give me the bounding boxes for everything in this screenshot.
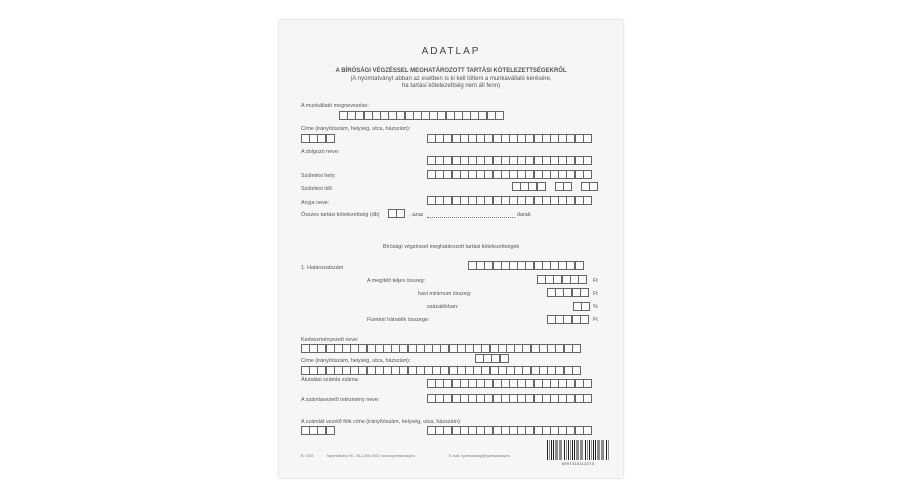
label-employer-name: A munkáltató megnevezése: — [301, 103, 369, 109]
label-total-ie: , azaz — [409, 212, 424, 218]
char-box[interactable] — [583, 379, 592, 388]
label-total-amount: A megítélt teljes összeg: — [367, 278, 426, 284]
mother-name-boxes[interactable] — [427, 196, 591, 205]
barcode-icon — [547, 440, 609, 460]
total-in-words-line[interactable] — [427, 217, 515, 218]
char-box[interactable] — [326, 426, 335, 435]
char-box[interactable] — [578, 275, 587, 284]
unit-percent: % — [593, 304, 598, 310]
label-beneficiary-address: Címe (irányítószám, helység, utca, házszám): — [301, 358, 411, 364]
char-box[interactable] — [583, 156, 592, 165]
label-branch-address: A számlát vezető fiók címe (irányítószám, helység, utca, házszám): — [301, 419, 462, 425]
char-box[interactable] — [572, 366, 581, 375]
arrears-boxes[interactable] — [547, 315, 588, 324]
branch-zip-boxes[interactable] — [301, 426, 334, 435]
birth-day-boxes[interactable] — [581, 182, 597, 191]
total-obligations-boxes[interactable] — [388, 209, 404, 218]
branch-address-boxes[interactable] — [427, 426, 591, 435]
birth-month-boxes[interactable] — [555, 182, 571, 191]
form-note-line-1: (A nyomtatványt abban az esetben is ki kell tölteni a munkavállaló kérésére, — [350, 76, 552, 82]
label-resolution-number: 1. Határozatszám — [301, 265, 344, 271]
beneficiary-address-boxes[interactable] — [301, 366, 580, 375]
birth-year-boxes[interactable] — [512, 182, 545, 191]
char-box[interactable] — [495, 111, 504, 120]
percentage-boxes[interactable] — [573, 302, 589, 311]
label-mother-name: Anyja neve: — [301, 200, 330, 206]
form-subtitle: A BÍRÓSÁGI VÉGZÉSSEL MEGHATÁROZOTT TARTÁSI KÖTELEZETTSÉGEKRŐL — [335, 68, 567, 74]
employee-name-boxes[interactable] — [427, 156, 591, 165]
label-monthly-minimum: havi minimum összeg: — [418, 291, 472, 297]
char-box[interactable] — [572, 344, 581, 353]
char-box[interactable] — [563, 182, 572, 191]
barcode-number: 5997315112074 — [561, 461, 595, 466]
label-total-db: darab — [517, 212, 531, 218]
label-beneficiary-name: Kedvezményezett neve: — [301, 337, 359, 343]
form-sheet — [279, 20, 623, 478]
label-arrears: Fizetési hátralék összege: — [367, 317, 430, 323]
footer-contact: Nyomtatvány 90., 36-1-000-0000, www.nyomtatvany.hu — [327, 454, 416, 458]
label-total-obligations: Összes tartási kötelezettség (db) — [301, 212, 380, 218]
section-title: Bírósági végzéssel meghatározott tartási kötelezettségek — [382, 244, 520, 250]
label-transfer-account: Átutalási számla száma: — [301, 377, 360, 383]
char-box[interactable] — [583, 196, 592, 205]
char-box[interactable] — [326, 134, 335, 143]
transfer-account-boxes[interactable] — [427, 379, 591, 388]
form-note-line-2: ha tartási kötelezettség nem áll fenn) — [401, 83, 501, 89]
monthly-minimum-boxes[interactable] — [547, 288, 588, 297]
footer-email: E-mail: nyomtatvany@nyomtatvany.hu — [449, 454, 511, 458]
char-box[interactable] — [580, 288, 589, 297]
total-amount-boxes[interactable] — [537, 275, 586, 284]
address-boxes[interactable] — [427, 134, 591, 143]
beneficiary-name-boxes[interactable] — [301, 344, 580, 353]
char-box[interactable] — [396, 209, 405, 218]
unit-ft-2: Ft — [593, 291, 598, 297]
char-box[interactable] — [583, 426, 592, 435]
zip-code-boxes[interactable] — [301, 134, 334, 143]
char-box[interactable] — [583, 134, 592, 143]
beneficiary-zip-boxes[interactable] — [475, 354, 508, 363]
unit-ft-1: Ft — [593, 278, 598, 284]
footer-publisher: B. 0155 — [301, 454, 314, 458]
char-box[interactable] — [575, 261, 584, 270]
birth-place-boxes[interactable] — [427, 170, 591, 179]
label-employee-name: A dolgozó neve: — [301, 149, 340, 155]
resolution-number-boxes[interactable] — [468, 261, 583, 270]
char-box[interactable] — [537, 182, 546, 191]
char-box[interactable] — [583, 170, 592, 179]
account-institution-boxes[interactable] — [427, 394, 591, 403]
label-percentage: százalékban: — [427, 304, 459, 310]
char-box[interactable] — [500, 354, 509, 363]
label-birth-place: Születési hely: — [301, 173, 336, 179]
form-title: ADATLAP — [421, 46, 481, 57]
char-box[interactable] — [580, 315, 589, 324]
employer-name-boxes[interactable] — [339, 111, 503, 120]
unit-ft-3: Ft — [593, 317, 598, 323]
label-birth-date: Születési idő: — [301, 186, 334, 192]
label-address: Címe (irányítószám, helység, utca, házszám): — [301, 126, 411, 132]
char-box[interactable] — [583, 394, 592, 403]
label-account-institution: A számlavezető intézmény neve: — [301, 397, 380, 403]
char-box[interactable] — [581, 302, 590, 311]
char-box[interactable] — [589, 182, 598, 191]
